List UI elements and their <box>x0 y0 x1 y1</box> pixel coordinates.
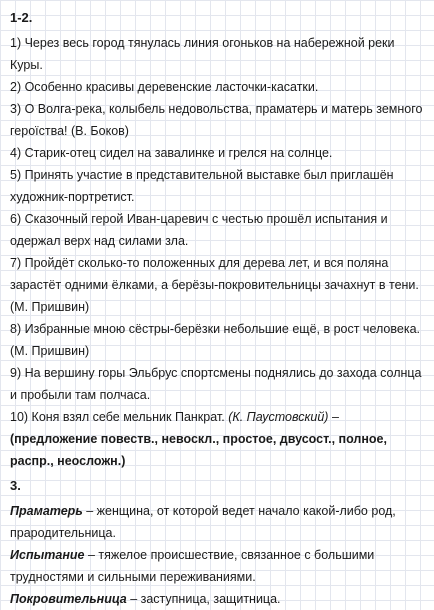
definition-3 <box>10 588 424 610</box>
sentence-4: 4) Старик-отец сидел на завалинке и грелся на солнце. <box>10 146 333 160</box>
sentence-10-text: 10) Коня взял себе мельник Панкрат. <box>10 410 225 424</box>
sentence-3: 3) О Волга-река, колыбель недовольства, праматерь и матерь земного героїства! (В. Боков) <box>10 102 423 138</box>
definition-3-text: – заступница, защитница. <box>126 592 281 606</box>
sentence-7: 7) Пройдёт сколько-то положенных для дерева лет, и вся поляна зарастёт одними ёлками, а берёзы-покровительницы зачахнут в тени. (М. Пришвин) <box>10 256 419 314</box>
sentence-10-author: (К. Паустовский) <box>228 410 329 424</box>
sentence-5: 5) Принять участие в представительной выставке был приглашён художник-портретист. <box>10 168 394 204</box>
definition-1-term: Праматерь <box>10 504 83 518</box>
definition-3-term: Покровительница <box>10 592 127 606</box>
sentence-8: 8) Избранные мною сёстры-берёзки небольшие ещё, в рост человека. (М. Пришвин) <box>10 322 420 358</box>
definition-2 <box>10 544 424 588</box>
sentence-10 <box>10 406 424 472</box>
sentence-9: 9) На вершину горы Эльбрус спортсмены поднялись до захода солнца и пробыли там полчаса. <box>10 366 422 402</box>
definition-1-text: – женщина, от которой ведет начало какой-либо род, прародительница. <box>10 504 396 540</box>
sentence-1: 1) Через весь город тянулась линия огоньков на набережной реки Куры. <box>10 36 395 72</box>
sentence-10-analysis: (предложение повеств., невоскл., простое, двусост., полное, распр., неосложн.) <box>10 432 387 468</box>
sentence-10-dash: – <box>328 410 339 424</box>
definition-2-term: Испытание <box>10 548 85 562</box>
sentence-6: 6) Сказочный герой Иван-царевич с честью прошёл испытания и одержал верх над силами зла. <box>10 212 388 248</box>
section-1-2-title: 1-2. <box>10 10 33 25</box>
sentence-2: 2) Особенно красивы деревенские ласточки-касатки. <box>10 80 319 94</box>
definition-2-text: – тяжелое происшествие, связанное с большими трудностями и сильными переживаниями. <box>10 548 375 584</box>
section-3-title: 3. <box>10 478 21 493</box>
definition-1 <box>10 500 424 544</box>
